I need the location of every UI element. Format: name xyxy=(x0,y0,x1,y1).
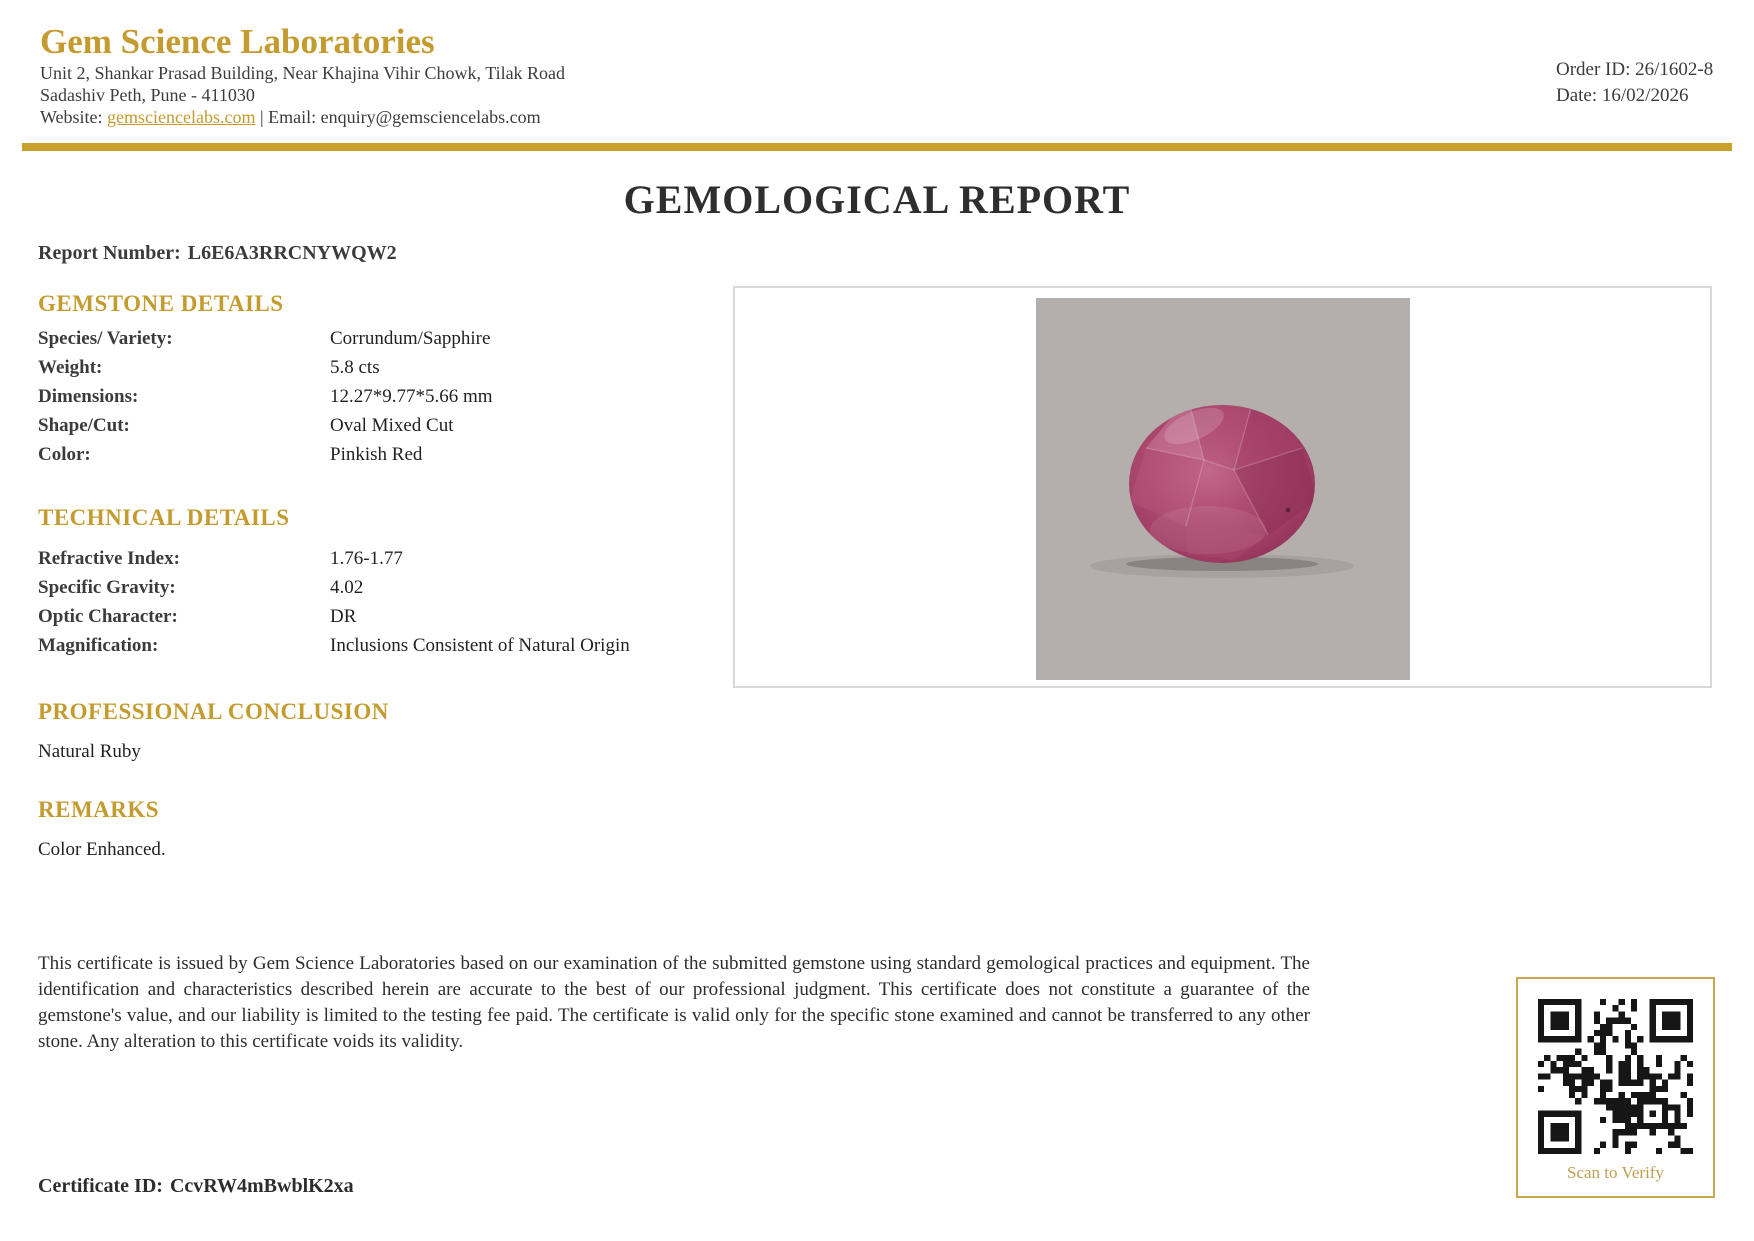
section-heading-remarks: REMARKS xyxy=(38,797,160,822)
report-date: Date: 16/02/2026 xyxy=(1556,85,1689,106)
order-id: Order ID: 26/1602-8 xyxy=(1556,59,1714,80)
row-value: 1.76-1.77 xyxy=(330,548,403,569)
table-row xyxy=(38,386,658,415)
certificate-id-value: CcvRW4mBwblK2xa xyxy=(169,1175,354,1197)
lab-address-line2: Sadashiv Peth, Pune - 411030 xyxy=(40,85,255,105)
report-number-value: L6E6A3RRCNYWQW2 xyxy=(187,242,397,264)
table-row xyxy=(38,548,658,577)
row-label: Dimensions: xyxy=(38,386,139,407)
certificate-id-label: Certificate ID: xyxy=(38,1175,163,1197)
row-value: 12.27*9.77*5.66 mm xyxy=(330,386,493,407)
table-row xyxy=(38,415,658,444)
table-row xyxy=(38,635,658,664)
table-row xyxy=(38,357,658,386)
section-heading-technical-details: TECHNICAL DETAILS xyxy=(38,505,290,530)
row-label: Species/ Variety: xyxy=(38,328,173,349)
contact-separator: | xyxy=(255,107,269,127)
qr-verify-box xyxy=(1516,977,1715,1198)
certificate-id-line xyxy=(38,1175,354,1198)
gemstone-details-rows xyxy=(38,328,658,473)
order-block xyxy=(1556,57,1713,109)
row-label: Color: xyxy=(38,444,91,465)
row-label: Optic Character: xyxy=(38,606,178,627)
table-row xyxy=(38,577,658,606)
email-label: Email: xyxy=(268,107,321,127)
row-label: Specific Gravity: xyxy=(38,577,176,598)
report-number-line xyxy=(38,242,397,265)
row-value: Pinkish Red xyxy=(330,444,423,465)
table-row xyxy=(38,606,658,635)
row-value: 4.02 xyxy=(330,577,364,598)
lab-name: Gem Science Laboratories xyxy=(40,22,435,61)
lab-contact-line xyxy=(40,106,541,128)
conclusion-text: Natural Ruby xyxy=(38,741,141,762)
row-value: 5.8 cts xyxy=(330,357,380,378)
row-label: Magnification: xyxy=(38,635,159,656)
table-row xyxy=(38,328,658,357)
row-label: Refractive Index: xyxy=(38,548,180,569)
table-row xyxy=(38,444,658,473)
row-label: Shape/Cut: xyxy=(38,415,130,436)
header-divider-bar xyxy=(22,143,1732,151)
row-label: Weight: xyxy=(38,357,103,378)
lab-address-line1: Unit 2, Shankar Prasad Building, Near Khajina Vihir Chowk, Tilak Road xyxy=(40,63,566,83)
gem-photo-frame xyxy=(733,286,1712,688)
email-value: enquiry@gemsciencelabs.com xyxy=(320,107,541,127)
website-label: Website: xyxy=(40,107,108,127)
technical-details-rows xyxy=(38,548,658,664)
disclaimer-text: This certificate is issued by Gem Science Laboratories based on our examination of the submitted gemstone using standard gemological practices and equipment. The identification and characteristics described herein are accurate to the best of our professional judgment. This certificate does not constitute a guarantee of the gemstone's value, and our liability is limited to the testing fee paid. The certificate is valid only for the specific stone examined and cannot be transferred to any other stone. Any alteration to this certificate voids its validity. xyxy=(38,953,1310,1052)
qr-scan-label: Scan to Verify xyxy=(1567,1163,1664,1182)
page-title: GEMOLOGICAL REPORT xyxy=(623,177,1131,222)
remarks-text: Color Enhanced. xyxy=(38,839,166,860)
report-number-label: Report Number: xyxy=(38,242,181,264)
row-value: Inclusions Consistent of Natural Origin xyxy=(330,635,630,656)
gem-photo xyxy=(1036,298,1410,680)
row-value: DR xyxy=(330,606,357,627)
website-link[interactable]: gemsciencelabs.com xyxy=(107,107,256,127)
section-heading-gemstone-details: GEMSTONE DETAILS xyxy=(38,291,284,316)
section-heading-professional-conclusion: PROFESSIONAL CONCLUSION xyxy=(38,699,389,724)
row-value: Oval Mixed Cut xyxy=(330,415,454,436)
row-value: Corrundum/Sapphire xyxy=(330,328,491,349)
qr-code-icon xyxy=(1538,999,1693,1154)
gem-image xyxy=(1036,298,1410,680)
